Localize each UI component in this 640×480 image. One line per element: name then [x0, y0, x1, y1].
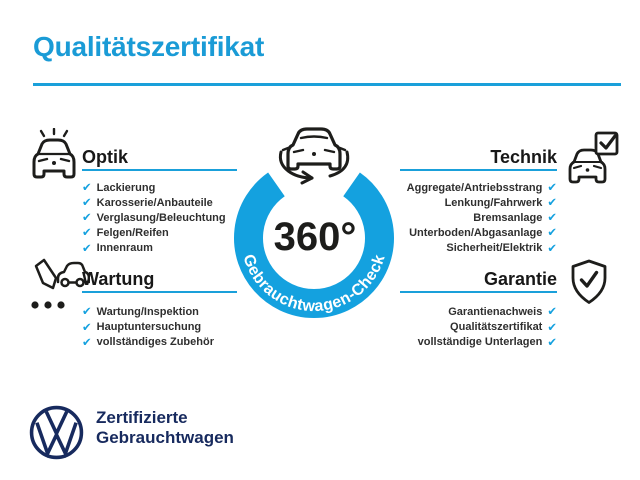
- page-title: Qualitätszertifikat: [33, 31, 265, 62]
- vw-logo: [28, 404, 85, 461]
- check-icon: ✔: [82, 195, 92, 210]
- section-header-technik: Technik: [490, 147, 557, 167]
- check-icon: ✔: [547, 304, 557, 319]
- check-icon: ✔: [82, 225, 92, 240]
- checklist-item: [418, 320, 557, 335]
- checklist-item: [82, 335, 214, 350]
- checklist-item-label: Garantienachweis: [448, 306, 543, 319]
- checklist-item-label: Unterboden/Abgasanlage: [409, 227, 543, 240]
- checklist-item: [82, 305, 214, 320]
- check-icon: ✔: [547, 334, 557, 349]
- checklist-item-label: Aggregate/Antriebsstrang: [406, 181, 543, 194]
- check-icon: ✔: [547, 210, 557, 225]
- shield-check-icon: [570, 259, 608, 305]
- checklist-item: [82, 210, 226, 225]
- 360-check-badge: [214, 114, 414, 342]
- checklist-item-label: Felgen/Reifen: [96, 227, 169, 240]
- check-icon: ✔: [547, 195, 557, 210]
- car-rotation-icon: [280, 129, 347, 183]
- car-checkbox-icon: [566, 131, 620, 187]
- check-icon: ✔: [547, 179, 557, 194]
- optik-checklist: [82, 180, 226, 256]
- checklist-item-label: Wartung/Inspektion: [96, 306, 199, 319]
- checklist-item-label: Innenraum: [96, 242, 153, 255]
- checklist-item-label: Verglasung/Beleuchtung: [96, 211, 226, 224]
- checklist-item-label: Karosserie/Anbauteile: [96, 196, 213, 209]
- ring-curved-label: Gebrauchtwagen-Check: [239, 252, 389, 316]
- checklist-item: [418, 335, 557, 350]
- section-header-optik: Optik: [82, 147, 129, 167]
- section-header-wartung: Wartung: [82, 269, 155, 289]
- check-icon: ✔: [82, 334, 92, 349]
- footer-brand-line2: Gebrauchtwagen: [96, 428, 234, 447]
- checklist-item: [407, 241, 557, 256]
- checklist-item-label: Bremsanlage: [473, 211, 543, 224]
- checklist-item: [407, 180, 557, 195]
- check-icon: ✔: [547, 240, 557, 255]
- check-icon: ✔: [82, 304, 92, 319]
- car-shine-icon: [26, 128, 82, 186]
- check-icon: ✔: [82, 210, 92, 225]
- checklist-item-label: Sicherheit/Elektrik: [446, 242, 543, 255]
- checklist-item: [82, 226, 226, 241]
- technik-underline: [400, 169, 557, 172]
- technik-checklist: [407, 180, 557, 256]
- inspection-pen-icon: [26, 258, 90, 312]
- garantie-underline: [400, 291, 557, 294]
- checklist-item: [407, 195, 557, 210]
- checklist-item-label: vollständige Unterlagen: [417, 336, 543, 349]
- check-icon: ✔: [82, 319, 92, 334]
- checklist-item: [82, 180, 226, 195]
- checklist-item: [82, 241, 226, 256]
- checklist-item: [407, 226, 557, 241]
- checklist-item-label: Lenkung/Fahrwerk: [444, 196, 543, 209]
- check-icon: ✔: [547, 225, 557, 240]
- checklist-item: [407, 210, 557, 225]
- wartung-checklist: [82, 305, 214, 351]
- footer-brand-line1: Zertifizierte: [96, 408, 188, 427]
- checklist-item: [82, 195, 226, 210]
- footer-brand-label: [96, 408, 234, 448]
- degree-label: 360°: [273, 215, 357, 259]
- checklist-item-label: Lackierung: [96, 181, 156, 194]
- checklist-item: [82, 320, 214, 335]
- check-icon: ✔: [547, 319, 557, 334]
- title-divider: [33, 83, 621, 86]
- checklist-item-label: Qualitätszertifikat: [450, 321, 543, 334]
- check-icon: ✔: [82, 179, 92, 194]
- checklist-item: [418, 305, 557, 320]
- check-icon: ✔: [82, 240, 92, 255]
- checklist-item-label: vollständiges Zubehör: [96, 336, 214, 349]
- garantie-checklist: [418, 305, 557, 351]
- checklist-item-label: Hauptuntersuchung: [96, 321, 202, 334]
- section-header-garantie: Garantie: [483, 269, 557, 289]
